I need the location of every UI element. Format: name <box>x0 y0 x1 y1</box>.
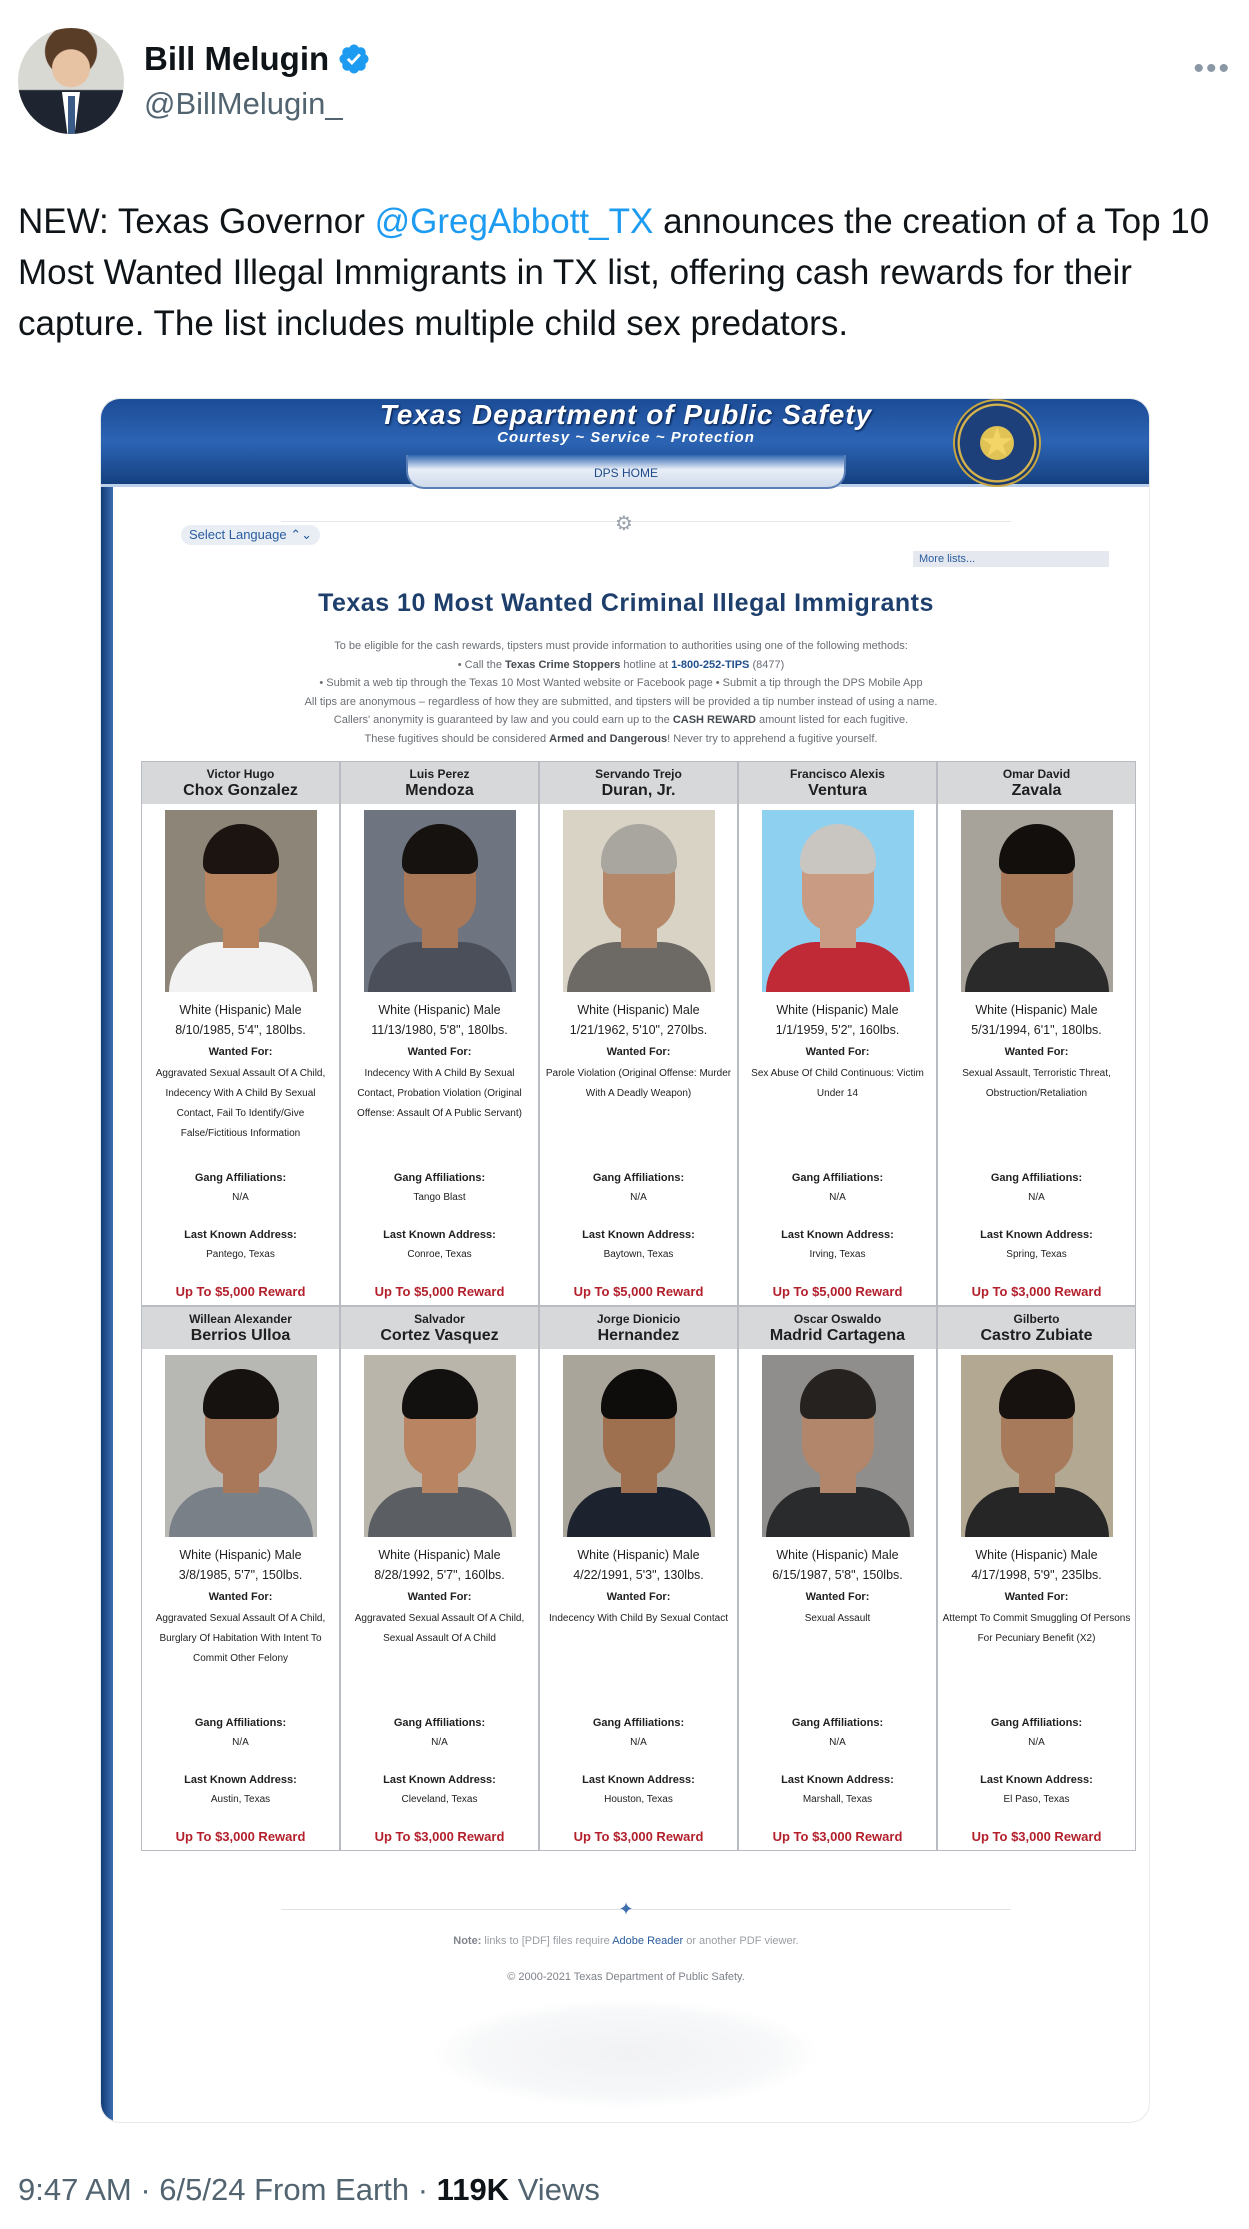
reward-text: Up To $3,000 Reward <box>374 1829 505 1844</box>
gang-value: N/A <box>232 1192 249 1203</box>
reward-text: Up To $3,000 Reward <box>573 1829 704 1844</box>
address-label: Last Known Address: <box>781 1229 894 1241</box>
wanted-for-text: Parole Violation (Original Offense: Murder With A Deadly Weapon) <box>545 1068 732 1099</box>
intro-text-part: • Call the <box>457 658 506 671</box>
mugshot-photo <box>961 810 1113 992</box>
gang-value: N/A <box>431 1737 448 1748</box>
intro-bold: CASH REWARD <box>672 714 756 726</box>
author-name-text[interactable]: Bill Melugin <box>144 40 330 77</box>
mugshot-photo <box>961 1355 1113 1537</box>
dob-height-weight: 1/1/1959, 5'2", 160lbs. <box>775 1023 900 1037</box>
gang-label: Gang Affiliations: <box>194 1172 287 1184</box>
fugitive-card <box>340 761 539 1306</box>
tweet-text-after: announces the creation of a Top 10 Most Wanted Illegal Immigrants in TX list, offering cash rewards for their capture. The list includes multiple child sex predators. <box>18 202 1210 343</box>
intro-text-part: (8477) <box>749 658 785 671</box>
wanted-for-text: Attempt To Commit Smuggling Of Persons For Pecuniary Benefit (X2) <box>942 1613 1131 1644</box>
wanted-for-label: Wanted For: <box>1004 1046 1069 1058</box>
address-value: Spring, Texas <box>1006 1249 1067 1260</box>
first-name: Servando Trejo <box>595 767 682 781</box>
card-header <box>142 1307 339 1349</box>
fugitive-card <box>539 1306 738 1851</box>
dob-height-weight: 4/17/1998, 5'9", 235lbs. <box>971 1568 1102 1582</box>
card-header <box>341 762 538 804</box>
intro-text-part: hotline at <box>620 658 672 671</box>
gang-value: N/A <box>829 1737 846 1748</box>
intro-text-part: Callers' anonymity is guaranteed by law and you could earn up to the <box>333 714 673 726</box>
mugshot-photo <box>165 1355 317 1537</box>
last-name: Hernandez <box>597 1327 680 1344</box>
reward-text: Up To $3,000 Reward <box>971 1829 1102 1844</box>
race-sex: White (Hispanic) Male <box>577 1003 700 1017</box>
gang-value: Tango Blast <box>413 1192 466 1203</box>
intro-text-part: These fugitives should be considered <box>364 732 550 745</box>
address-label: Last Known Address: <box>980 1229 1093 1241</box>
last-name: Duran, Jr. <box>601 782 676 799</box>
intro-bold: Texas Crime Stoppers <box>505 658 621 671</box>
adobe-reader-link[interactable]: Adobe Reader <box>612 1935 684 1947</box>
fugitive-card <box>738 1306 937 1851</box>
gang-label: Gang Affiliations: <box>194 1717 287 1729</box>
last-name: Cortez Vasquez <box>380 1327 499 1344</box>
fugitive-grid <box>141 761 1136 1851</box>
verified-badge-icon <box>337 42 371 76</box>
description <box>739 1545 936 1585</box>
tweet-meta <box>18 2172 600 2208</box>
description <box>938 1545 1135 1585</box>
intro-line <box>221 730 1021 749</box>
dob-height-weight: 4/22/1991, 5'3", 130lbs. <box>573 1568 704 1582</box>
note-text: links to [PDF] files require <box>481 1935 613 1947</box>
address-label: Last Known Address: <box>980 1774 1093 1786</box>
gang-label: Gang Affiliations: <box>990 1172 1083 1184</box>
card-header <box>739 762 936 804</box>
intro-line: To be eligible for the cash rewards, tipsters must provide information to authorities using one of the following methods: <box>334 640 908 652</box>
last-name: Chox Gonzalez <box>183 782 298 799</box>
first-name: Jorge Dionicio <box>596 1312 681 1326</box>
card-header <box>540 1307 737 1349</box>
wanted-for-label: Wanted For: <box>805 1046 870 1058</box>
views-count: 119K <box>436 2172 510 2207</box>
reward-text: Up To $5,000 Reward <box>772 1284 903 1299</box>
footer-note <box>101 1935 1150 1947</box>
address-label: Last Known Address: <box>184 1774 297 1786</box>
race-sex: White (Hispanic) Male <box>776 1003 899 1017</box>
dob-height-weight: 11/13/1980, 5'8", 180lbs. <box>371 1023 508 1037</box>
fugitive-card <box>340 1306 539 1851</box>
card-header <box>938 1307 1135 1349</box>
description <box>540 1545 737 1585</box>
dps-home-link[interactable]: DPS HOME <box>406 455 846 489</box>
timestamp[interactable]: 9:47 AM · 6/5/24 From Earth · <box>18 2172 437 2207</box>
description <box>142 1000 339 1040</box>
intro-line <box>221 711 1021 730</box>
avatar[interactable] <box>18 28 124 134</box>
tweet-text <box>18 196 1231 349</box>
gang-value: N/A <box>232 1737 249 1748</box>
wanted-for-label: Wanted For: <box>805 1591 870 1603</box>
description <box>739 1000 936 1040</box>
fugitive-card <box>937 1306 1136 1851</box>
gang-value: N/A <box>630 1192 647 1203</box>
page-title: Texas 10 Most Wanted Criminal Illegal Immigrants <box>318 589 934 617</box>
mugshot-photo <box>762 810 914 992</box>
dps-seal-logo <box>953 399 1041 487</box>
reward-text: Up To $5,000 Reward <box>573 1284 704 1299</box>
gang-value: N/A <box>1028 1192 1045 1203</box>
card-header <box>540 762 737 804</box>
race-sex: White (Hispanic) Male <box>378 1003 501 1017</box>
first-name: Oscar Oswaldo <box>793 1312 882 1326</box>
intro-text-part: amount listed for each fugitive. <box>755 714 909 726</box>
tweet-image[interactable] <box>100 398 1150 2123</box>
mugshot-photo <box>165 810 317 992</box>
dps-subtitle: Courtesy ~ Service ~ Protection <box>497 429 755 446</box>
wanted-for-text: Sexual Assault, Terroristic Threat, Obstruction/Retaliation <box>962 1068 1111 1099</box>
gear-icon: ⚙ <box>615 513 633 535</box>
gang-label: Gang Affiliations: <box>393 1717 486 1729</box>
divider <box>281 521 1011 522</box>
first-name: Salvador <box>414 1312 465 1326</box>
first-name: Victor Hugo <box>206 767 275 781</box>
first-name: Omar David <box>1002 767 1071 781</box>
address-value: Marshall, Texas <box>802 1794 873 1805</box>
address-value: Houston, Texas <box>604 1794 673 1805</box>
race-sex: White (Hispanic) Male <box>975 1548 1098 1562</box>
intro-bold: Armed and Dangerous <box>549 732 668 745</box>
fugitive-card <box>141 761 340 1306</box>
last-name: Berrios Ulloa <box>190 1327 291 1344</box>
address-label: Last Known Address: <box>582 1229 695 1241</box>
fugitive-card <box>937 761 1136 1306</box>
race-sex: White (Hispanic) Male <box>179 1003 302 1017</box>
texas-icon: ✦ <box>618 1899 634 1919</box>
author-name[interactable] <box>144 40 371 78</box>
wanted-for-text: Sexual Assault <box>804 1613 871 1624</box>
address-value: Irving, Texas <box>809 1249 866 1260</box>
tweet-header <box>18 28 1231 138</box>
dob-height-weight: 8/10/1985, 5'4", 180lbs. <box>175 1023 306 1037</box>
wanted-for-label: Wanted For: <box>606 1591 671 1603</box>
gang-label: Gang Affiliations: <box>393 1172 486 1184</box>
gang-label: Gang Affiliations: <box>592 1172 685 1184</box>
reward-text: Up To $5,000 Reward <box>374 1284 505 1299</box>
views-label: Views <box>509 2172 600 2207</box>
address-label: Last Known Address: <box>383 1774 496 1786</box>
gang-value: N/A <box>829 1192 846 1203</box>
gang-label: Gang Affiliations: <box>791 1172 884 1184</box>
reward-text: Up To $3,000 Reward <box>175 1829 306 1844</box>
address-label: Last Known Address: <box>781 1774 894 1786</box>
card-header <box>341 1307 538 1349</box>
author-handle[interactable]: @BillMelugin_ <box>144 86 343 121</box>
avatar-tie <box>68 96 75 134</box>
mugshot-photo <box>563 1355 715 1537</box>
wanted-for-label: Wanted For: <box>208 1591 273 1603</box>
description <box>341 1545 538 1585</box>
dps-left-border <box>101 459 113 2123</box>
mugshot-photo <box>364 1355 516 1537</box>
dob-height-weight: 5/31/1994, 6'1", 180lbs. <box>971 1023 1102 1037</box>
wanted-for-label: Wanted For: <box>407 1591 472 1603</box>
fugitive-card <box>738 761 937 1306</box>
gang-value: N/A <box>1028 1737 1045 1748</box>
gang-label: Gang Affiliations: <box>791 1717 884 1729</box>
address-label: Last Known Address: <box>184 1229 297 1241</box>
reward-text: Up To $5,000 Reward <box>175 1284 306 1299</box>
address-label: Last Known Address: <box>383 1229 496 1241</box>
card-header <box>142 762 339 804</box>
address-value: Cleveland, Texas <box>401 1794 478 1805</box>
race-sex: White (Hispanic) Male <box>975 1003 1098 1017</box>
race-sex: White (Hispanic) Male <box>577 1548 700 1562</box>
description <box>540 1000 737 1040</box>
fugitive-card <box>539 761 738 1306</box>
wanted-for-text: Aggravated Sexual Assault Of A Child, Sexual Assault Of A Child <box>354 1613 525 1644</box>
address-value: Conroe, Texas <box>407 1249 472 1260</box>
card-header <box>739 1307 936 1349</box>
gang-value: N/A <box>630 1737 647 1748</box>
last-name: Madrid Cartagena <box>769 1327 906 1344</box>
wanted-for-text: Indecency With Child By Sexual Contact <box>549 1613 728 1624</box>
race-sex: White (Hispanic) Male <box>179 1548 302 1562</box>
card-header <box>938 762 1135 804</box>
wanted-for-label: Wanted For: <box>407 1046 472 1058</box>
fugitive-card <box>141 1306 340 1851</box>
intro-text-part: ! Never try to apprehend a fugitive yourself. <box>667 732 878 745</box>
gang-label: Gang Affiliations: <box>990 1717 1083 1729</box>
intro-line: • Submit a web tip through the Texas 10 Most Wanted website or Facebook page • Submit a tip through the DPS Mobile App <box>319 677 923 689</box>
address-value: Baytown, Texas <box>603 1249 674 1260</box>
first-name: Willean Alexander <box>189 1312 292 1326</box>
address-value: Pantego, Texas <box>206 1249 275 1260</box>
note-label: Note: <box>453 1935 482 1947</box>
wanted-for-label: Wanted For: <box>1004 1591 1069 1603</box>
intro-line <box>221 656 1021 675</box>
hotline-number: 1-800-252-TIPS <box>671 658 750 671</box>
note-tail: or another PDF viewer. <box>683 1935 799 1947</box>
first-name: Francisco Alexis <box>790 767 885 781</box>
last-name: Ventura <box>808 782 867 799</box>
language-select[interactable]: Select Language ⌃⌄ <box>181 525 320 545</box>
tweet-text-before: NEW: Texas Governor <box>18 202 375 241</box>
last-name: Zavala <box>1011 782 1062 799</box>
more-lists-select[interactable]: More lists... <box>913 551 1109 567</box>
description <box>142 1545 339 1585</box>
first-name: Gilberto <box>1013 1312 1060 1326</box>
wanted-for-text: Aggravated Sexual Assault Of A Child, Burglary Of Habitation With Intent To Commit Other Felony <box>155 1613 326 1664</box>
copyright: © 2000-2021 Texas Department of Public Safety. <box>507 1971 745 1983</box>
description <box>938 1000 1135 1040</box>
intro-line: All tips are anonymous – regardless of how they are submitted, and tipsters will be provided a tip number instead of using a name. <box>304 695 938 708</box>
dps-title: Texas Department of Public Safety <box>379 399 873 430</box>
address-value: El Paso, Texas <box>1003 1794 1070 1805</box>
race-sex: White (Hispanic) Male <box>378 1548 501 1562</box>
wanted-for-label: Wanted For: <box>606 1046 671 1058</box>
wanted-for-text: Sex Abuse Of Child Continuous: Victim Under 14 <box>751 1068 924 1099</box>
dob-height-weight: 8/28/1992, 5'7", 160lbs. <box>374 1568 505 1582</box>
wanted-for-label: Wanted For: <box>208 1046 273 1058</box>
more-options-icon[interactable]: ••• <box>1193 52 1231 85</box>
mugshot-photo <box>364 810 516 992</box>
address-label: Last Known Address: <box>582 1774 695 1786</box>
mugshot-photo <box>563 810 715 992</box>
gang-label: Gang Affiliations: <box>592 1717 685 1729</box>
star-icon: ★ <box>979 421 1015 465</box>
dob-height-weight: 6/15/1987, 5'8", 150lbs. <box>772 1568 903 1582</box>
address-value: Austin, Texas <box>210 1794 271 1805</box>
intro-text <box>221 637 1021 748</box>
description <box>341 1000 538 1040</box>
race-sex: White (Hispanic) Male <box>776 1548 899 1562</box>
last-name: Mendoza <box>405 782 474 799</box>
dob-height-weight: 1/21/1962, 5'10", 270lbs. <box>569 1023 708 1037</box>
dob-height-weight: 3/8/1985, 5'7", 150lbs. <box>178 1568 303 1582</box>
mugshot-photo <box>762 1355 914 1537</box>
wanted-for-text: Indecency With A Child By Sexual Contact, Probation Violation (Original Offense: Assault Of A Public Servant) <box>357 1068 522 1119</box>
reward-text: Up To $3,000 Reward <box>772 1829 903 1844</box>
last-name: Castro Zubiate <box>980 1327 1093 1344</box>
first-name: Luis Perez <box>409 767 470 781</box>
reward-text: Up To $3,000 Reward <box>971 1284 1102 1299</box>
mention-link[interactable]: @GregAbbott_TX <box>374 202 654 241</box>
wanted-for-text: Aggravated Sexual Assault Of A Child, Indecency With A Child By Sexual Contact, Fail To Identify/Give False/Fictitious Information <box>155 1068 326 1139</box>
footer-ornament <box>431 1999 821 2109</box>
